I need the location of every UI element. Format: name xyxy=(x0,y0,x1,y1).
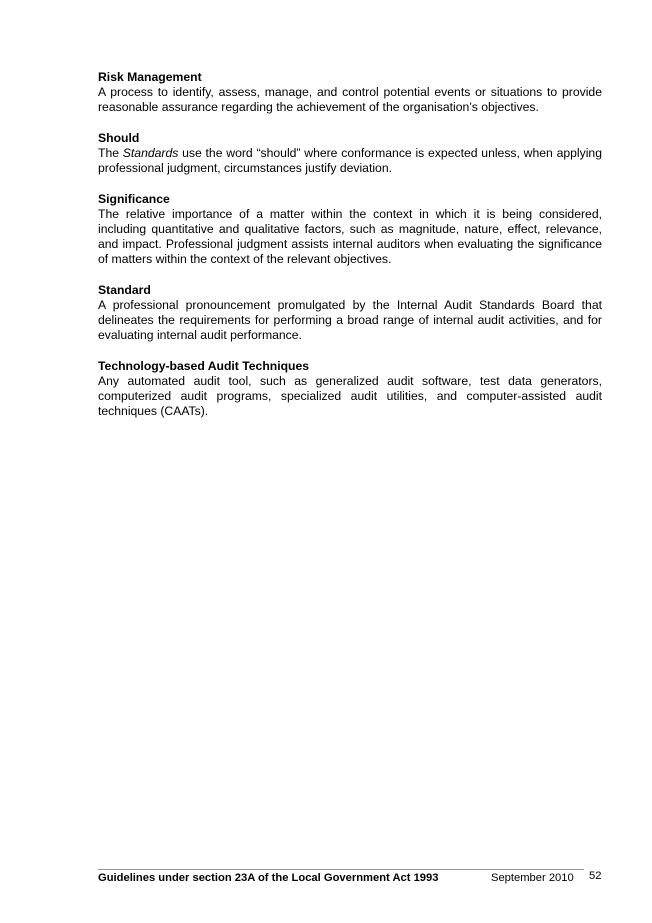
term-heading: Risk Management xyxy=(98,70,202,84)
term-definition: A professional pronouncement promulgated by the Internal Audit Standards Board that delineates the requirements for performing a broad range of internal audit activities, and for evaluating internal audit performance. xyxy=(98,298,602,342)
glossary-entry-risk-management xyxy=(98,70,602,115)
footer-title: Guidelines under section 23A of the Local Government Act 1993 xyxy=(98,872,439,884)
term-heading: Significance xyxy=(98,192,170,206)
glossary-entry-significance xyxy=(98,192,602,267)
definition-suffix: use the word “should” where conformance is expected unless, when applying professional judgment, circumstances justify deviation. xyxy=(98,146,602,175)
term-heading: Standard xyxy=(98,283,151,297)
footer-date: September 2010 xyxy=(491,872,574,884)
definition-prefix: The xyxy=(98,146,123,160)
page-number: 52 xyxy=(589,870,602,882)
term-heading: Should xyxy=(98,131,140,145)
glossary-entry-technology-based-audit-techniques xyxy=(98,359,602,419)
term-definition: Any automated audit tool, such as generalized audit software, test data generators, computerized audit programs, specialized audit utilities, and computer-assisted audit techniques (CAATs). xyxy=(98,374,602,418)
footer-divider xyxy=(98,869,584,870)
glossary-entry-should xyxy=(98,131,602,176)
term-definition: A process to identify, assess, manage, and control potential events or situations to provide reasonable assurance regarding the achievement of the organisation’s objectives. xyxy=(98,85,602,114)
glossary-content xyxy=(98,70,602,435)
term-definition xyxy=(98,146,602,176)
glossary-entry-standard xyxy=(98,283,602,343)
definition-emphasis: Standards xyxy=(122,146,179,160)
term-definition: The relative importance of a matter within the context in which it is being considered, including quantitative and qualitative factors, such as magnitude, nature, effect, relevance, and impact. Professional judgment assists internal auditors when evaluating the significance of matters within the context of the relevant objectives. xyxy=(98,207,602,266)
term-heading: Technology-based Audit Techniques xyxy=(98,359,310,373)
